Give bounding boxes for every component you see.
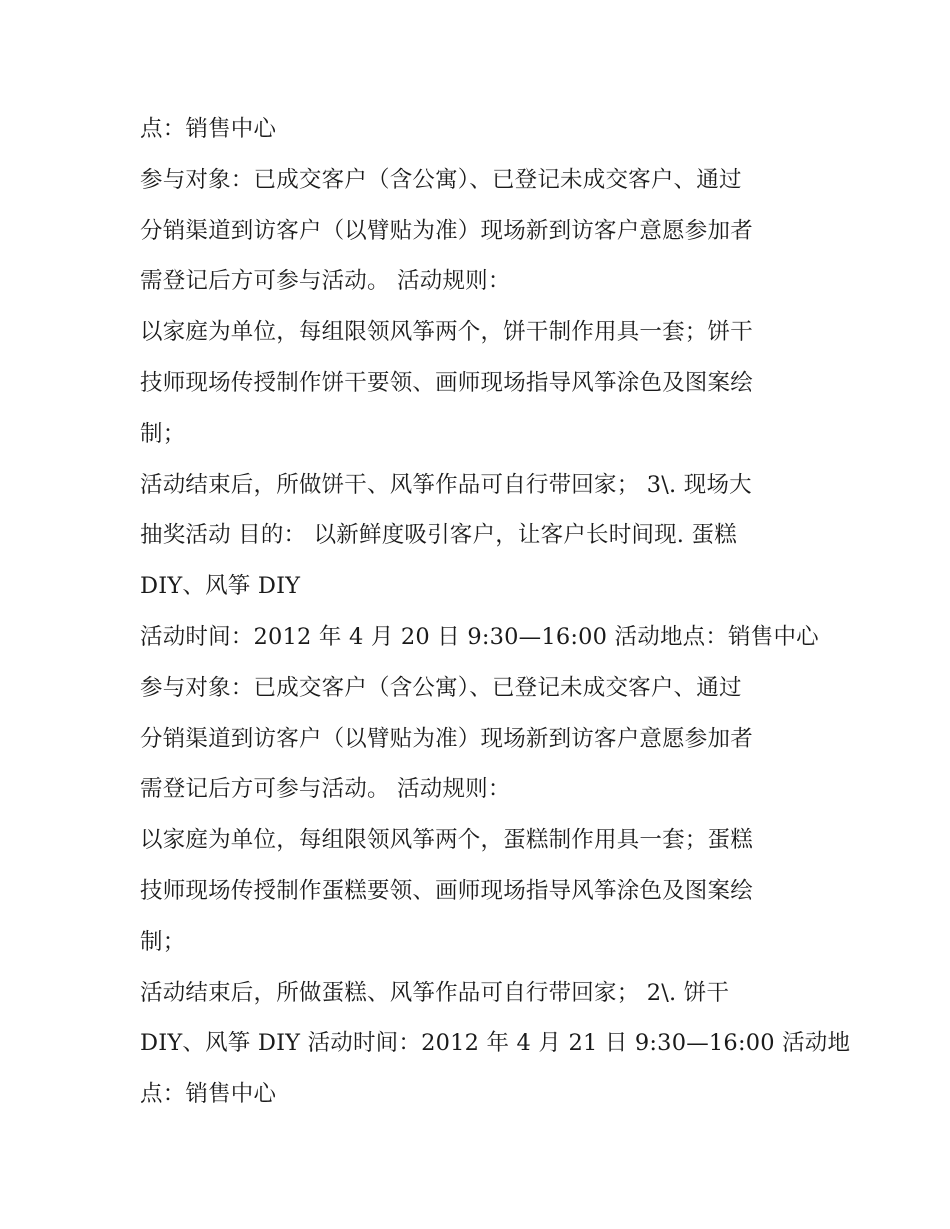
text-line: 技师现场传授制作蛋糕要领、画师现场指导风筝涂色及图案绘 bbox=[140, 877, 753, 904]
text-line: 活动结束后，所做饼干、风筝作品可自行带回家； 3\. 现场大 bbox=[140, 471, 752, 498]
document-body bbox=[140, 104, 851, 1120]
text-line: 需登记后方可参与活动。 活动规则： bbox=[140, 776, 511, 803]
text-line: 活动时间：2012 年 4 月 20 日 9:30—16:00 活动地点：销售中心 bbox=[140, 623, 819, 650]
text-line: 分销渠道到访客户（以臂贴为准）现场新到访客户意愿参加者 bbox=[140, 217, 753, 244]
text-line: 技师现场传授制作饼干要领、画师现场指导风筝涂色及图案绘 bbox=[140, 369, 753, 396]
text-line: 活动结束后，所做蛋糕、风筝作品可自行带回家； 2\. 饼干 bbox=[140, 979, 730, 1006]
text-line: 参与对象：已成交客户（含公寓）、已登记未成交客户、通过 bbox=[140, 166, 742, 193]
text-line: 以家庭为单位，每组限领风筝两个，蛋糕制作用具一套；蛋糕 bbox=[140, 827, 753, 854]
text-line: 以家庭为单位，每组限领风筝两个，饼干制作用具一套；饼干 bbox=[140, 319, 753, 346]
text-line: 抽奖活动 目的： 以新鲜度吸引客户，让客户长时间现. 蛋糕 bbox=[140, 522, 737, 549]
text-line: DIY、风筝 DIY bbox=[140, 573, 301, 600]
text-line: 制； bbox=[140, 928, 186, 955]
text-line: 点：销售中心 bbox=[140, 1081, 277, 1108]
text-line: DIY、风筝 DIY 活动时间：2012 年 4 月 21 日 9:30—16:00 活动地 bbox=[140, 1030, 851, 1057]
text-line: 需登记后方可参与活动。 活动规则： bbox=[140, 268, 511, 295]
text-line: 分销渠道到访客户（以臂贴为准）现场新到访客户意愿参加者 bbox=[140, 725, 753, 752]
text-line: 点：销售中心 bbox=[140, 116, 277, 142]
text-line: 制； bbox=[140, 420, 186, 447]
text-line: 参与对象：已成交客户（含公寓）、已登记未成交客户、通过 bbox=[140, 674, 742, 701]
